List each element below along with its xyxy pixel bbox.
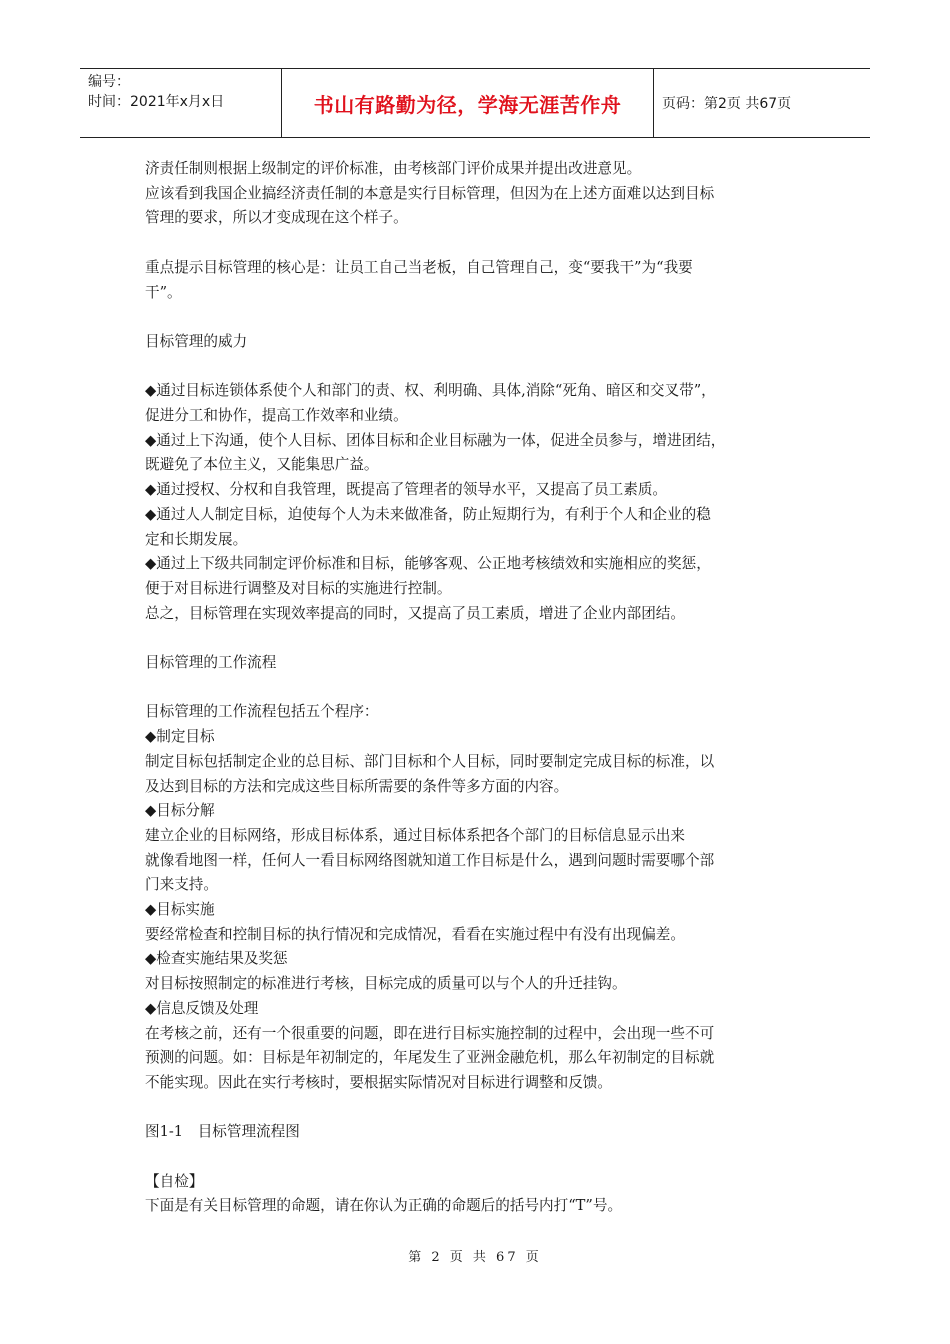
body-line: 目标管理的工作流程包括五个程序： — [145, 703, 379, 721]
body-line: 下面是有关目标管理的命题，请在你认为正确的命题后的括号内打“T”号。 — [145, 1197, 623, 1215]
body-line: 在考核之前，还有一个很重要的问题，即在进行目标实施控制的过程中，会出现一些不可 — [145, 1024, 715, 1042]
blank-line — [145, 626, 825, 651]
body-line: ◆信息反馈及处理 — [145, 999, 259, 1017]
body-line: 制定目标包括制定企业的总目标、部门目标和个人目标，同时要制定完成目标的标准，以 — [145, 752, 715, 770]
body-line: ◆目标分解 — [145, 802, 215, 820]
blank-line — [145, 1145, 825, 1170]
body-line: 对目标按照制定的标准进行考核，目标完成的质量可以与个人的升迁挂钩。 — [145, 975, 627, 993]
body-line: 促进分工和协作，提高工作效率和业绩。 — [145, 406, 408, 424]
blank-line — [145, 1096, 825, 1121]
body-line: 便于对目标进行调整及对目标的实施进行控制。 — [145, 579, 452, 597]
body-line: 要经常检查和控制目标的执行情况和完成情况，看看在实施过程中有没有出现偏差。 — [145, 925, 685, 943]
body-line: 重点提示目标管理的核心是：让员工自己当老板，自己管理自己，变“要我干”为“我要 — [145, 258, 693, 276]
body-line: 目标管理的威力 — [145, 332, 248, 350]
body-line: 总之，目标管理在实现效率提高的同时，又提高了员工素质，增进了企业内部团结。 — [145, 604, 685, 622]
blank-line — [145, 305, 825, 330]
body-line: 干”。 — [145, 283, 182, 301]
body-line: 济责任制则根据上级制定的评价标准，由考核部门评价成果并提出改进意见。 — [145, 160, 642, 177]
body-line: 建立企业的目标网络，形成目标体系，通过目标体系把各个部门的目标信息显示出来 — [145, 826, 685, 844]
body-line: 及达到目标的方法和完成这些目标所需要的条件等多方面的内容。 — [145, 777, 569, 795]
body-line: 就像看地图一样，任何人一看目标网络图就知道工作目标是什么，遇到问题时需要哪个部 — [145, 851, 715, 869]
body-line: ◆制定目标 — [145, 728, 215, 746]
header-meta — [80, 69, 282, 137]
body-line: 【自检】 — [145, 1172, 204, 1190]
body-line: ◆通过上下级共同制定评价标准和目标，能够客观、公正地考核绩效和实施相应的奖惩， — [145, 555, 711, 573]
body-line: 应该看到我国企业搞经济责任制的本意是实行目标管理，但因为在上述方面难以达到目标 — [145, 184, 715, 202]
header-motto: 书山有路勤为径，学海无涯苦作舟 — [282, 69, 654, 137]
body-line: ◆通过上下沟通，使个人目标、团体目标和企业目标融为一体，促进全员参与，增进团结， — [145, 431, 726, 449]
body-line: ◆检查实施结果及奖惩 — [145, 950, 288, 968]
body-line: 目标管理的工作流程 — [145, 654, 277, 671]
body-line: 管理的要求，所以才变成现在这个样子。 — [145, 209, 408, 227]
body-line: 不能实现。因此在实行考核时，要根据实际情况对目标进行调整和反馈。 — [145, 1073, 613, 1091]
page-header — [80, 68, 870, 138]
blank-line — [145, 355, 825, 380]
blank-line — [145, 676, 825, 701]
page-footer: 第 2 页 共 67 页 — [408, 1250, 542, 1265]
body-line: 既避免了本位主义，又能集思广益。 — [145, 456, 379, 474]
body-line: ◆通过人人制定目标，迫使每个人为未来做准备，防止短期行为，有利于个人和企业的稳 — [145, 505, 711, 523]
body-line: ◆通过授权、分权和自我管理，既提高了管理者的领导水平，又提高了员工素质。 — [145, 481, 668, 499]
number-label: 编号： — [88, 74, 130, 90]
body-line: 门来支持。 — [145, 876, 218, 894]
header-page-info: 页码：第2页 共67页 — [662, 96, 792, 112]
blank-line — [145, 231, 825, 256]
body-line: 定和长期发展。 — [145, 530, 248, 548]
body-line: 图1-1 目标管理流程图 — [145, 1123, 300, 1141]
body-line: 预测的问题。如：目标是年初制定的，年尾发生了亚洲金融危机，那么年初制定的目标就 — [145, 1049, 715, 1067]
body-line: ◆目标实施 — [145, 901, 215, 919]
document-body — [145, 157, 825, 1219]
date-label: 时间：2021年x月x日 — [88, 94, 225, 110]
body-line: ◆通过目标连锁体系使个人和部门的责、权、利明确、具体,消除“死角、暗区和交叉带”， — [145, 382, 716, 400]
